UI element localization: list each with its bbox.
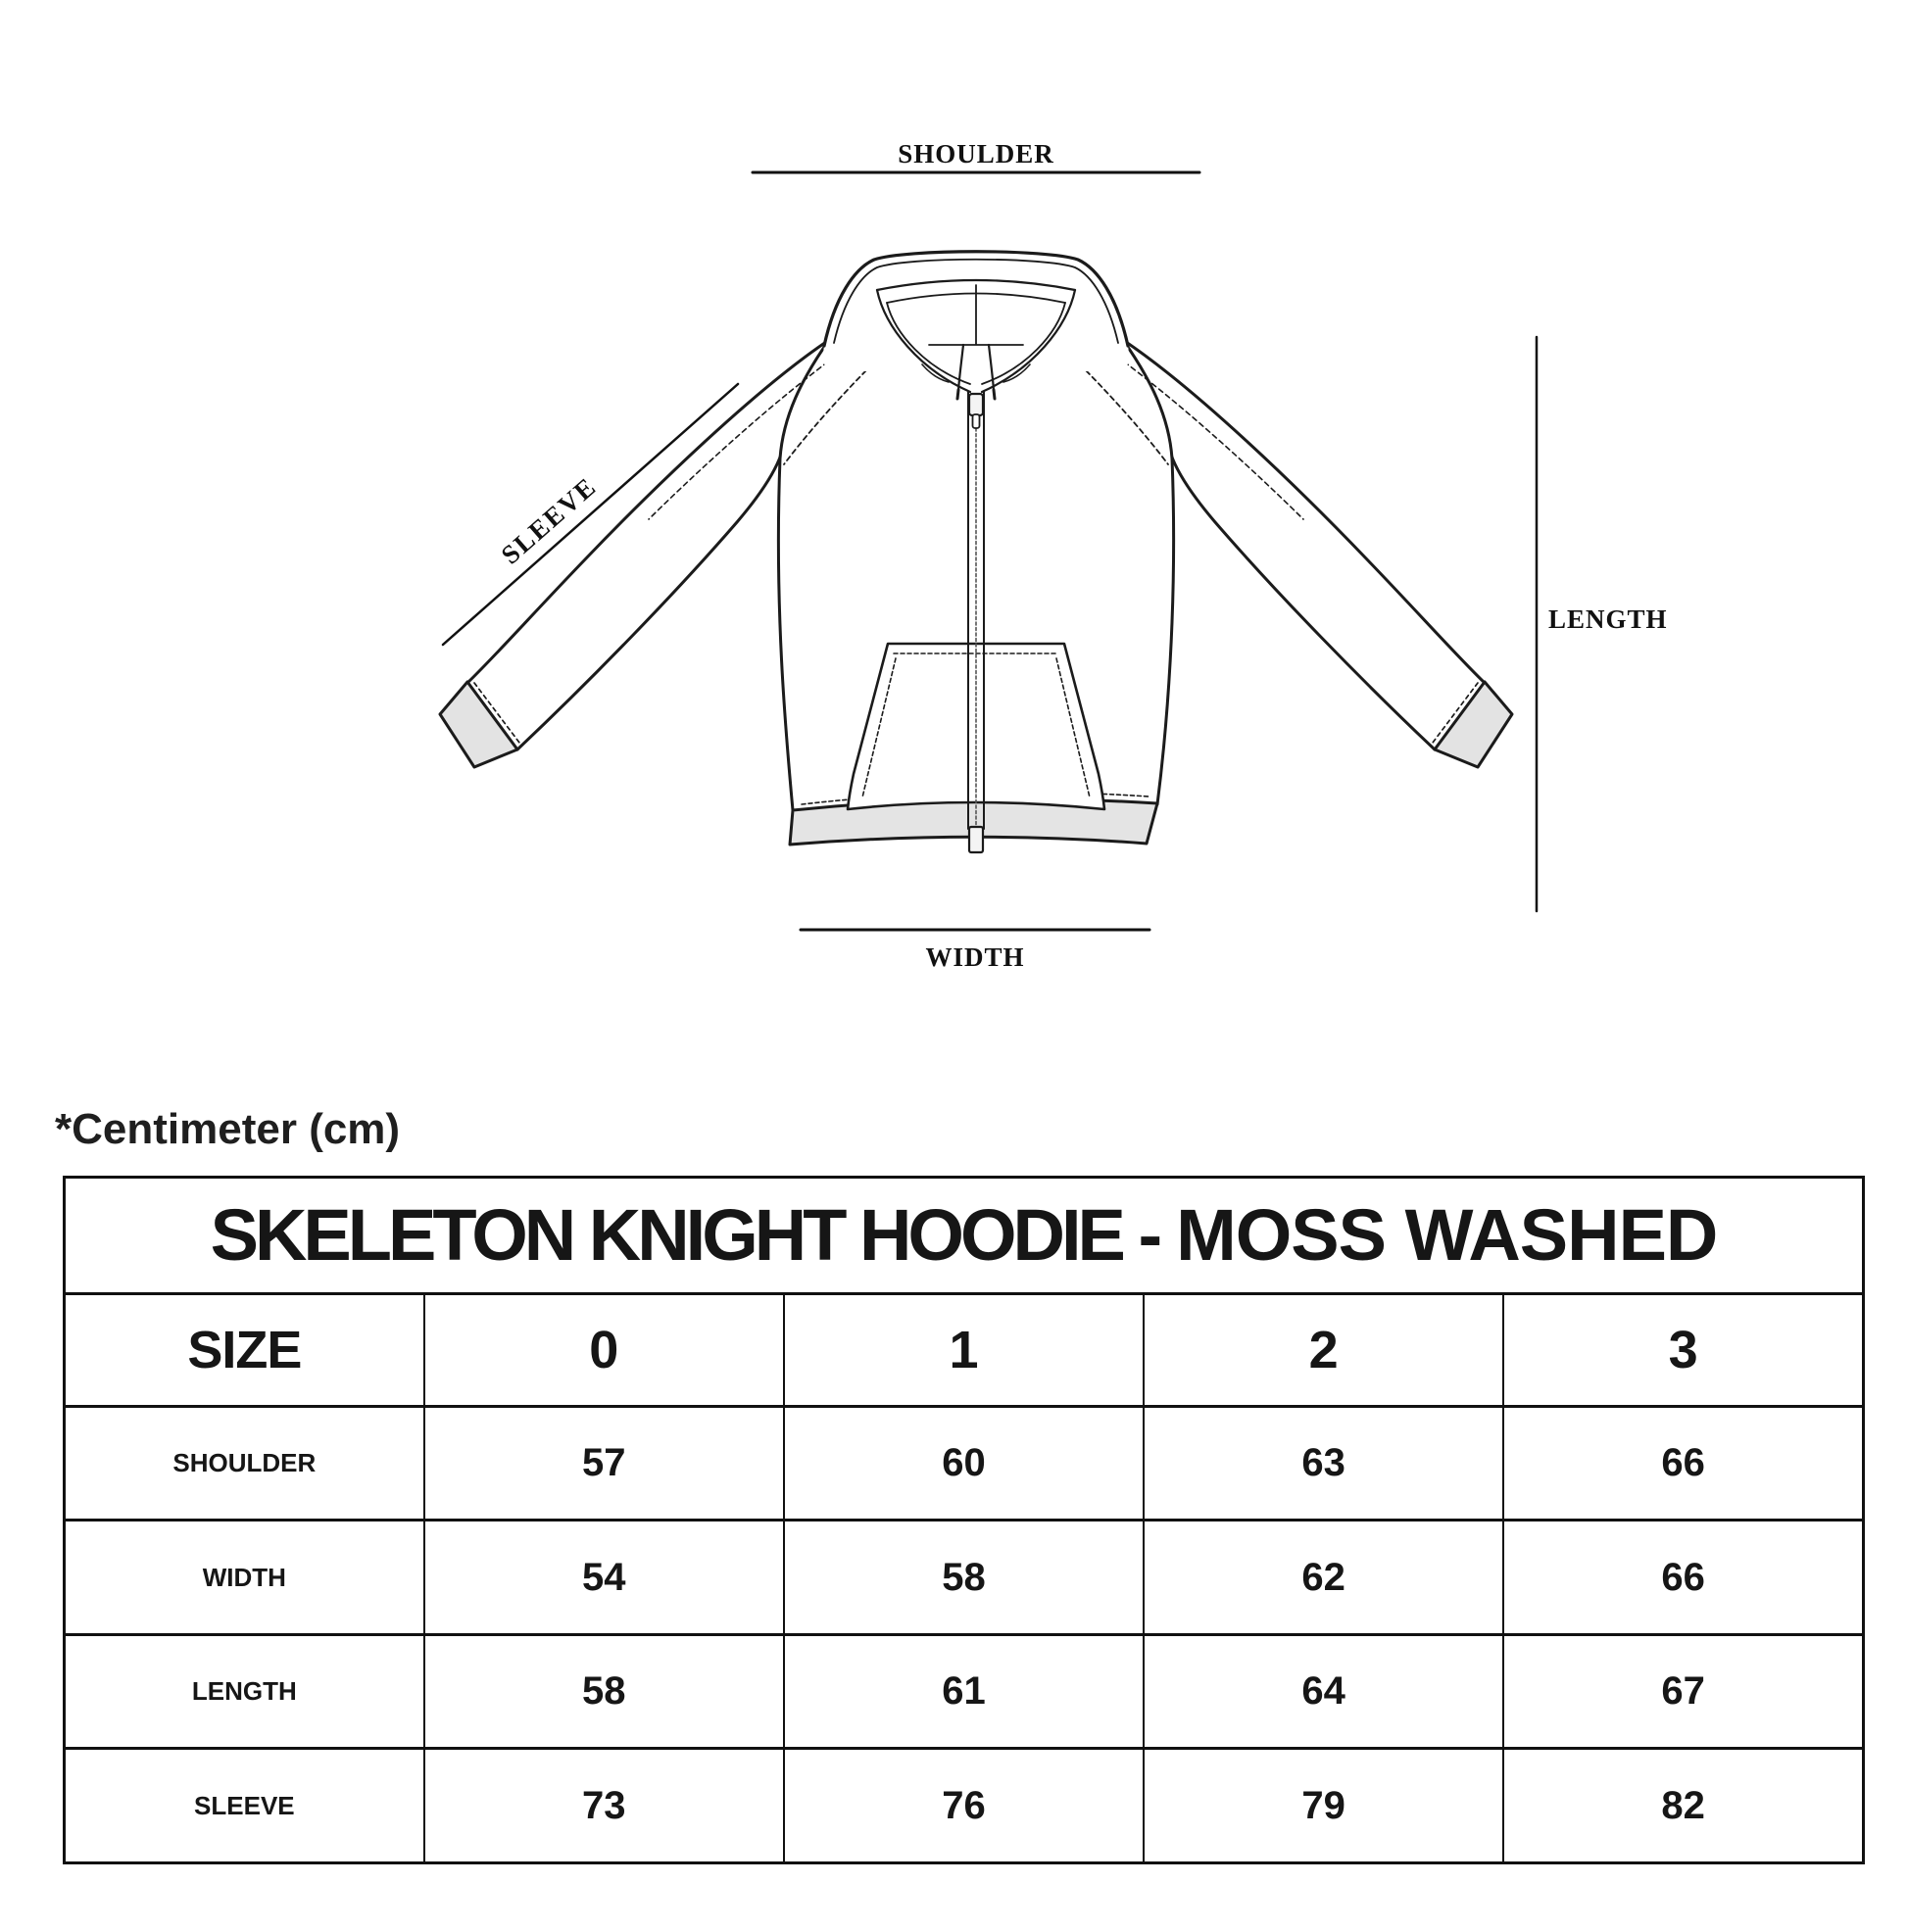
product-title-variant: MOSS WASHED xyxy=(1176,1194,1718,1277)
zipper-stop xyxy=(969,827,983,852)
shoulder-label: SHOULDER xyxy=(898,139,1054,169)
table-row-sleeve xyxy=(65,1749,1864,1863)
table-row-width xyxy=(65,1521,1864,1634)
unit-note: *Centimeter (cm) xyxy=(55,1105,401,1153)
size-col-1: 1 xyxy=(784,1293,1144,1406)
value-cell: 60 xyxy=(784,1407,1144,1521)
table-title-row xyxy=(65,1178,1864,1294)
value-cell: 79 xyxy=(1144,1749,1503,1863)
value-cell: 61 xyxy=(784,1634,1144,1748)
size-col-0: 0 xyxy=(424,1293,784,1406)
zipper-pull xyxy=(973,414,980,428)
right-sleeve xyxy=(1123,340,1512,767)
value-cell: 66 xyxy=(1503,1521,1863,1634)
value-cell: 58 xyxy=(784,1521,1144,1634)
zipper-slider xyxy=(969,394,983,415)
product-title-prefix: SKELETON KNIGHT HOODIE - xyxy=(210,1194,1159,1277)
sleeve-label: SLEEVE xyxy=(495,470,603,570)
product-title xyxy=(66,1193,1862,1277)
row-label: WIDTH xyxy=(65,1521,424,1634)
row-label: LENGTH xyxy=(65,1634,424,1748)
row-label: SLEEVE xyxy=(65,1749,424,1863)
value-cell: 66 xyxy=(1503,1407,1863,1521)
table-row-shoulder xyxy=(65,1407,1864,1521)
row-label: SHOULDER xyxy=(65,1407,424,1521)
value-cell: 76 xyxy=(784,1749,1144,1863)
value-cell: 62 xyxy=(1144,1521,1503,1634)
value-cell: 58 xyxy=(424,1634,784,1748)
width-label: WIDTH xyxy=(925,942,1025,972)
value-cell: 73 xyxy=(424,1749,784,1863)
left-sleeve xyxy=(440,340,829,767)
size-col-3: 3 xyxy=(1503,1293,1863,1406)
value-cell: 54 xyxy=(424,1521,784,1634)
value-cell: 63 xyxy=(1144,1407,1503,1521)
value-cell: 57 xyxy=(424,1407,784,1521)
value-cell: 82 xyxy=(1503,1749,1863,1863)
length-label: LENGTH xyxy=(1548,604,1668,634)
size-header-row xyxy=(65,1293,1864,1406)
size-col-2: 2 xyxy=(1144,1293,1503,1406)
table-row-length xyxy=(65,1634,1864,1748)
value-cell: 64 xyxy=(1144,1634,1503,1748)
size-chart-table xyxy=(63,1176,1865,1864)
value-cell: 67 xyxy=(1503,1634,1863,1748)
size-header-label: SIZE xyxy=(65,1293,424,1406)
